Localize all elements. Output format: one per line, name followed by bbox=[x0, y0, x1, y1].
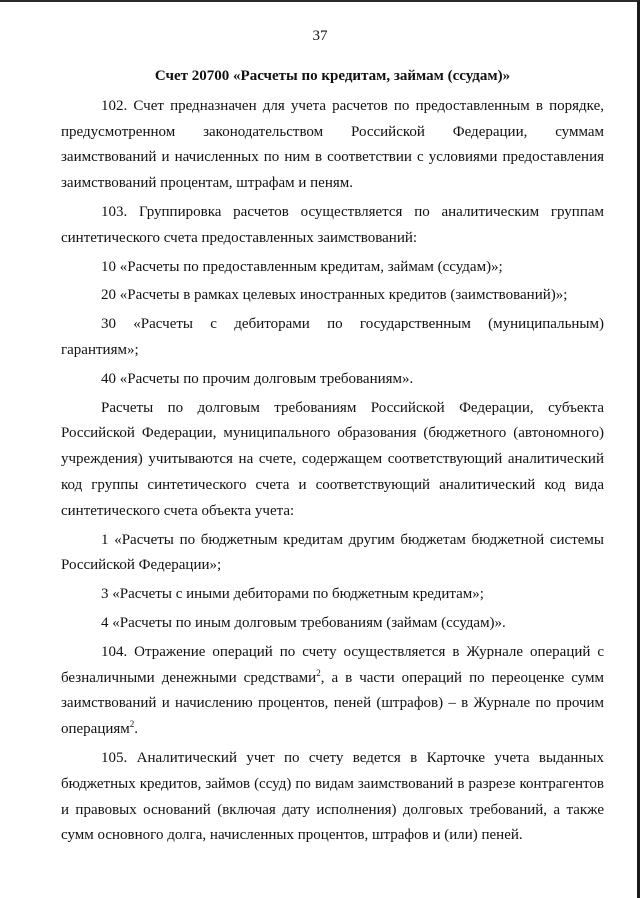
paragraph-104-part-1: 104. Отражение операций по счету осуществляется в Журнале операций с безналичными денежными средствами bbox=[61, 643, 604, 686]
document-body bbox=[61, 64, 604, 850]
paragraph-104-part-2: , а в части операций по переоценке сумм заимствований и начислению процентов, пеней (штрафов) – в Журнале по прочим операциям bbox=[61, 669, 604, 738]
section-title: Счет 20700 «Расчеты по кредитам, займам (ссудам)» bbox=[154, 68, 511, 84]
paragraph-102: 102. Счет предназначен для учета расчетов по предоставленным в порядке, предусмотренном законодательством Российской Федерации, суммам заимствований и начисленных по ним в соответствии с условиями предоставления заимствований процентам, штрафам и пеням. bbox=[61, 97, 604, 192]
paragraph-debts: Расчеты по долговым требованиям Российской Федерации, субъекта Российской Федерации, муниципального образования (бюджетного (автономного) учреждения) учитываются на счете, содержащем соответствующий аналитический код группы синтетического счета и соответствующий аналитический код вида синтетического счета объекта учета: bbox=[61, 399, 604, 519]
group-20: 20 «Расчеты в рамках целевых иностранных кредитов (заимствований)»; bbox=[101, 287, 568, 304]
footnote-ref-1: 2 bbox=[316, 667, 321, 678]
paragraph-105: 105. Аналитический учет по счету ведется в Карточке учета выданных бюджетных кредитов, займов (ссуд) по видам заимствований в разрезе контрагентов и правовых оснований (включая дату исполнения) долговых требований, а также сумм основного долга, начисленных процентов, штрафов и (или) пеней. bbox=[61, 749, 604, 844]
paragraph-104 bbox=[61, 640, 604, 743]
page-number: 37 bbox=[312, 28, 328, 44]
group-30: 30 «Расчеты с дебиторами по государственным (муниципальным) гарантиям»; bbox=[61, 316, 604, 358]
footnote-ref-2: 2 bbox=[129, 719, 135, 730]
kind-1: 1 «Расчеты по бюджетным кредитам другим бюджетам бюджетной системы Российской Федерации»; bbox=[61, 531, 604, 574]
paragraph-103: 103. Группировка расчетов осуществляется по аналитическим группам синтетического счета предоставленных заимствований: bbox=[61, 203, 604, 246]
group-40: 40 «Расчеты по прочим долговым требованиям». bbox=[101, 370, 414, 387]
kind-3: 3 «Расчеты с иными дебиторами по бюджетным кредитам»; bbox=[101, 586, 484, 603]
paragraph-104-part-3: . bbox=[134, 721, 139, 738]
kind-4: 4 «Расчеты по иным долговым требованиям (займам (ссудам)». bbox=[101, 614, 506, 631]
group-10: 10 «Расчеты по предоставленным кредитам, займам (ссудам)»; bbox=[101, 258, 503, 275]
